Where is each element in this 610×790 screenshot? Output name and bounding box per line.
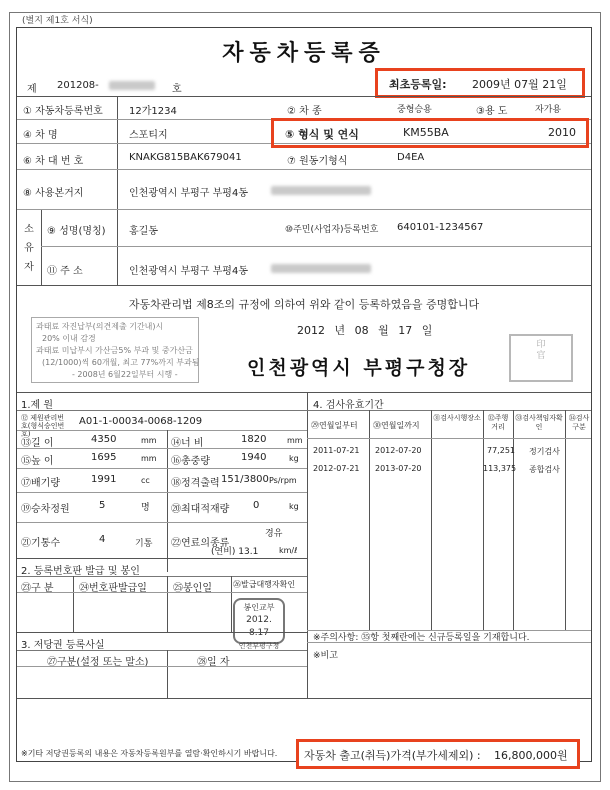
notice-box bbox=[31, 317, 199, 383]
insp-note: ※주의사항: ㉟항 첫째란에는 신규등록일을 기재합니다. bbox=[313, 633, 530, 643]
value-owner-address: 인천광역시 부평구 부평4동 bbox=[129, 266, 248, 277]
label-owner-name: ⑨ 성명(명칭) bbox=[47, 226, 106, 237]
label-weight: ⑯총중량 bbox=[171, 456, 210, 467]
divider bbox=[17, 666, 307, 667]
label-width: ⑭너 비 bbox=[171, 438, 204, 449]
cert-statement: 자동차관리법 제8조의 규정에 의하여 위와 같이 등록하였음을 증명합니다 bbox=[128, 298, 480, 311]
value-fuel: 경유 bbox=[265, 529, 283, 539]
row-base-location bbox=[17, 170, 591, 210]
value-usage: 자가용 bbox=[535, 105, 562, 115]
divider bbox=[369, 410, 370, 630]
divider bbox=[167, 650, 168, 698]
value-reg-number: 12가1234 bbox=[129, 106, 177, 117]
divider bbox=[117, 144, 118, 169]
stamp-line-1: 봉인교부 bbox=[243, 603, 275, 612]
lien-header: 3. 저당권 등록사실 bbox=[21, 640, 105, 651]
divider bbox=[307, 438, 591, 439]
value-weight: 1940 bbox=[241, 452, 267, 463]
issuer-name: 인천광역시 부평구청장 bbox=[247, 357, 471, 379]
unit-efficiency: km/ℓ bbox=[279, 546, 298, 555]
redacted-reg-no bbox=[109, 81, 155, 90]
divider bbox=[513, 410, 514, 630]
plate-col-seal-date: ㉕봉인일 bbox=[173, 583, 212, 594]
insp-header: 4. 검사유효기간 bbox=[313, 400, 384, 411]
label-usage: ③용 도 bbox=[476, 106, 508, 117]
insp-row-2-type: 종합검사 bbox=[529, 465, 560, 474]
divider bbox=[565, 410, 566, 630]
value-width: 1820 bbox=[241, 434, 267, 445]
insp-row-1-type: 정기검사 bbox=[529, 447, 560, 456]
unit-max-load: kg bbox=[289, 502, 299, 511]
unit-power: Ps/rpm bbox=[269, 476, 297, 485]
divider bbox=[17, 632, 307, 633]
divider bbox=[117, 170, 118, 209]
plate-header: 2. 등록번호판 발급 및 봉인 bbox=[21, 566, 140, 577]
insp-row-1-to: 2012-07-20 bbox=[375, 446, 422, 455]
value-length: 4350 bbox=[91, 434, 117, 445]
divider bbox=[231, 576, 232, 632]
label-owner-address: ⑪ 주 소 bbox=[47, 266, 83, 277]
insp-row-2-to: 2013-07-20 bbox=[375, 464, 422, 473]
label-resident-no: ⑩주민(사업자)등록번호 bbox=[285, 225, 379, 235]
row-reg-number bbox=[17, 96, 591, 120]
unit-displacement: cc bbox=[141, 476, 150, 485]
stamp-line-2: 2012. 8.17 bbox=[246, 615, 272, 638]
notice-line-1: 과태료 자진납부(의견제출 기간내)시 bbox=[36, 322, 164, 331]
label-length: ⑬길 이 bbox=[21, 438, 54, 449]
unit-cylinders: 기통 bbox=[135, 539, 153, 549]
value-seats: 5 bbox=[99, 500, 106, 511]
form-label: (별지 제1호 서식) bbox=[22, 16, 93, 26]
owner-block bbox=[17, 210, 591, 286]
insp-col-to: ㉚연월일까지 bbox=[373, 421, 420, 430]
divider bbox=[17, 492, 307, 493]
remarks-label: ※비고 bbox=[313, 651, 338, 661]
label-seats: ⑲승차정원 bbox=[21, 504, 70, 515]
notice-line-5: - 2008년 6월22일부터 시행 - bbox=[72, 370, 178, 379]
label-height: ⑮높 이 bbox=[21, 456, 54, 467]
label-cylinders: ㉑기통수 bbox=[21, 538, 60, 549]
divider bbox=[17, 468, 307, 469]
value-displacement: 1991 bbox=[91, 474, 117, 485]
value-engine: D4EA bbox=[397, 152, 425, 163]
plate-col-type: ㉓구 분 bbox=[21, 583, 54, 594]
insp-row-1-from: 2011-07-21 bbox=[313, 446, 360, 455]
reg-no-value: 201208- bbox=[57, 80, 99, 91]
notice-line-2: 20% 이내 감경 bbox=[42, 334, 96, 343]
divider bbox=[17, 592, 307, 593]
cert-date: 2012 년 08 월 17 일 bbox=[297, 324, 433, 337]
notice-line-4: (12/1000)씩 60개월, 최고 77%까지 부과됨 bbox=[42, 358, 200, 367]
value-max-load: 0 bbox=[253, 500, 260, 511]
insp-col-mileage: ㉜주행거리 bbox=[487, 414, 509, 431]
divider bbox=[17, 522, 307, 523]
value-vin: KNAKG815BAK679041 bbox=[129, 152, 242, 163]
label-vehicle-type: ② 차 종 bbox=[287, 106, 322, 117]
divider bbox=[41, 210, 42, 285]
divider bbox=[17, 448, 307, 449]
value-power: 151/3800 bbox=[221, 474, 269, 485]
value-year: 2010 bbox=[548, 126, 576, 139]
unit-length: mm bbox=[141, 436, 157, 445]
first-reg-label: 최초등록일: bbox=[389, 78, 447, 91]
value-base-location: 인천광역시 부평구 부평4동 bbox=[129, 188, 248, 199]
divider bbox=[17, 392, 591, 393]
divider bbox=[431, 410, 432, 630]
label-max-load: ⑳최대적재량 bbox=[171, 504, 230, 515]
label-displacement: ⑰배기량 bbox=[21, 478, 60, 489]
document-title: 자동차등록증 bbox=[222, 41, 386, 66]
lien-col-date: ㉘일 자 bbox=[197, 657, 230, 668]
divider bbox=[117, 210, 118, 285]
redacted-owner-address bbox=[271, 264, 371, 273]
value-vehicle-name: 스포티지 bbox=[129, 130, 168, 141]
spec-mid-divider bbox=[167, 430, 168, 572]
value-vehicle-type: 중형승용 bbox=[397, 105, 432, 115]
official-seal: 印 官 bbox=[509, 334, 573, 382]
divider bbox=[17, 558, 307, 559]
notice-line-3: 과태료 미납부시 가산금5% 부과 및 중가산금 bbox=[36, 346, 193, 355]
insp-col-officer: ㉝검사책임자확인 bbox=[515, 414, 563, 431]
unit-weight: kg bbox=[289, 454, 299, 463]
unit-width: mm bbox=[287, 436, 303, 445]
stamp-line-3: 인천부평구청 bbox=[238, 642, 280, 650]
footer-note: ※기타 저당권등록의 내용은 자동차등록원부를 열람·확인하시기 바랍니다. bbox=[21, 749, 278, 758]
plate-col-issue-date: ㉔번호판발급일 bbox=[79, 583, 147, 594]
label-vehicle-name: ④ 차 명 bbox=[23, 130, 58, 141]
value-owner-name: 홍길동 bbox=[129, 226, 158, 237]
insp-col-type: ㉞검사구분 bbox=[568, 414, 590, 431]
owner-side-label: 소유자 bbox=[24, 224, 34, 273]
value-height: 1695 bbox=[91, 452, 117, 463]
divider bbox=[17, 650, 307, 651]
seal-stamp bbox=[233, 598, 285, 650]
unit-height: mm bbox=[141, 454, 157, 463]
insp-row-1-km: 77,251 bbox=[487, 446, 515, 455]
value-efficiency: (연비) 13.1 bbox=[211, 547, 259, 557]
redacted-address bbox=[271, 186, 371, 195]
divider bbox=[17, 410, 307, 411]
value-cylinders: 4 bbox=[99, 534, 106, 545]
label-base-location: ⑧ 사용본거지 bbox=[23, 188, 84, 199]
price-label: 자동차 출고(취득)가격(부가세제외) : bbox=[304, 749, 481, 762]
reg-no-suffix: 호 bbox=[172, 84, 182, 95]
insp-row-2-km: 113,375 bbox=[483, 464, 517, 473]
divider bbox=[117, 120, 118, 143]
reg-no-label: 제 bbox=[27, 84, 37, 95]
divider bbox=[307, 642, 591, 643]
label-reg-number: ① 자동차등록번호 bbox=[23, 106, 103, 117]
divider bbox=[17, 576, 307, 577]
value-model-no: A01-1-00034-0068-1209 bbox=[79, 416, 203, 427]
divider bbox=[307, 410, 591, 411]
label-power: ⑱정격출력 bbox=[171, 478, 220, 489]
label-model-no: ⑫ 제원관리번호(형식승인번호) bbox=[21, 414, 65, 438]
insp-col-place: ㉛검사시행장소 bbox=[433, 414, 481, 422]
document-frame bbox=[16, 27, 592, 762]
lien-col-type: ㉗구분(설정 또는 말소) bbox=[47, 657, 149, 668]
divider bbox=[167, 576, 168, 632]
divider bbox=[41, 246, 591, 247]
label-vin: ⑥ 차 대 번 호 bbox=[23, 156, 84, 167]
divider bbox=[73, 576, 74, 632]
price-value: 16,800,000원 bbox=[494, 749, 568, 762]
label-engine: ⑦ 원동기형식 bbox=[287, 156, 348, 167]
plate-col-agent: ㉖발급대행자확인 bbox=[233, 580, 296, 589]
insp-row-2-from: 2012-07-21 bbox=[313, 464, 360, 473]
spec-header: 1.제 원 bbox=[21, 400, 54, 411]
divider bbox=[17, 430, 307, 431]
label-model-year: ⑤ 형식 및 연식 bbox=[285, 128, 359, 141]
divider bbox=[483, 410, 484, 630]
value-resident-no: 640101-1234567 bbox=[397, 222, 484, 233]
divider bbox=[17, 698, 591, 699]
value-model: KM55BA bbox=[403, 126, 449, 139]
row-vin bbox=[17, 144, 591, 170]
label-fuel: ㉒연료의종류 bbox=[171, 538, 230, 549]
unit-seats: 명 bbox=[141, 503, 150, 513]
first-reg-date: 2009년 07월 21일 bbox=[472, 78, 567, 91]
divider bbox=[117, 96, 118, 119]
insp-col-from: ㉙연월일부터 bbox=[311, 421, 358, 430]
